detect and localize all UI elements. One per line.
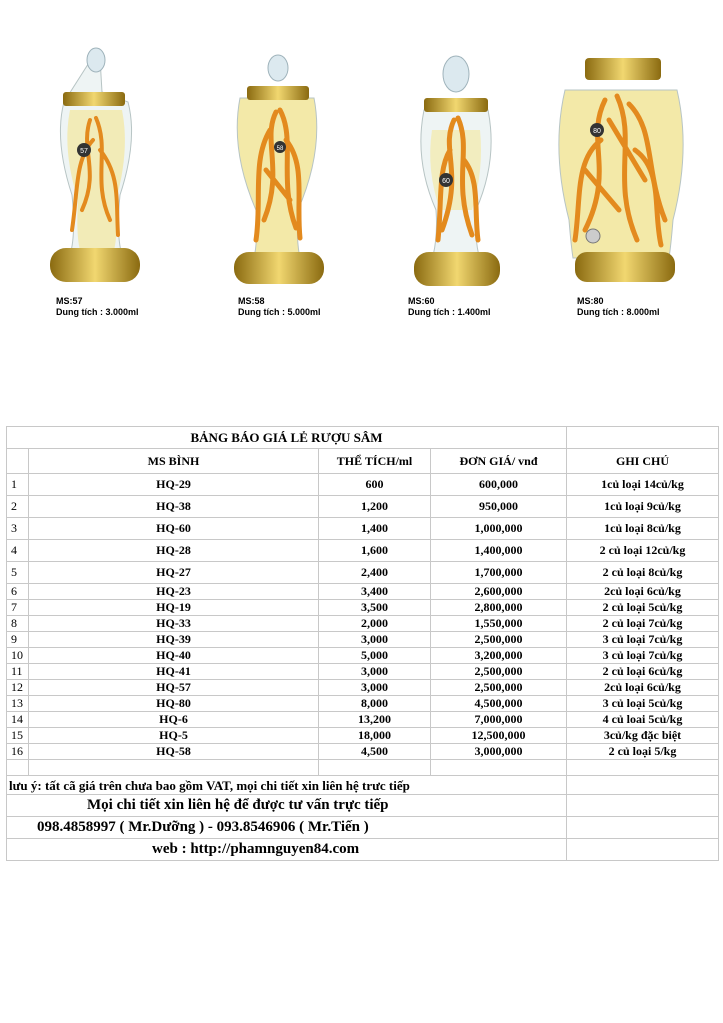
table-row bbox=[7, 616, 719, 632]
row-number: 7 bbox=[7, 600, 29, 616]
row-note: 2củ loại 6củ/kg bbox=[567, 584, 719, 600]
row-code: HQ-60 bbox=[29, 518, 319, 540]
vat-note: lưu ý: tất cã giá trên chưa bao gồm VAT, mọi chi tiết xin liên hệ trưc tiếp bbox=[7, 776, 567, 795]
bottle-ms58-image bbox=[200, 0, 340, 295]
product-ms60-code: MS:60 bbox=[408, 296, 435, 306]
row-note: 4 củ loai 5củ/kg bbox=[567, 712, 719, 728]
row-price: 2,800,000 bbox=[431, 600, 567, 616]
row-volume: 600 bbox=[319, 474, 431, 496]
table-row bbox=[7, 474, 719, 496]
table-row bbox=[7, 518, 719, 540]
row-note: 3 củ loại 7củ/kg bbox=[567, 632, 719, 648]
header-the-tich: THỂ TÍCH/ml bbox=[319, 449, 431, 474]
table-row bbox=[7, 600, 719, 616]
row-price: 1,700,000 bbox=[431, 562, 567, 584]
row-code: HQ-27 bbox=[29, 562, 319, 584]
product-ms58 bbox=[200, 0, 380, 330]
table-row bbox=[7, 584, 719, 600]
row-note: 3 củ loại 5củ/kg bbox=[567, 696, 719, 712]
row-price: 2,500,000 bbox=[431, 632, 567, 648]
row-note: 2củ loại 6củ/kg bbox=[567, 680, 719, 696]
row-volume: 8,000 bbox=[319, 696, 431, 712]
bottle-ms57-tag: 57 bbox=[80, 148, 88, 155]
row-volume: 18,000 bbox=[319, 728, 431, 744]
product-ms60-caption bbox=[408, 296, 491, 318]
row-number: 4 bbox=[7, 540, 29, 562]
table-row bbox=[7, 540, 719, 562]
row-note: 2 củ loại 5/kg bbox=[567, 744, 719, 760]
row-code: HQ-80 bbox=[29, 696, 319, 712]
price-table bbox=[6, 426, 719, 861]
row-code: HQ-29 bbox=[29, 474, 319, 496]
row-number: 10 bbox=[7, 648, 29, 664]
row-note: 3 củ loại 7củ/kg bbox=[567, 648, 719, 664]
contact-line: Mọi chi tiết xin liên hệ để được tư vấn trực tiếp bbox=[7, 795, 567, 817]
row-price: 600,000 bbox=[431, 474, 567, 496]
table-row bbox=[7, 648, 719, 664]
product-ms80-capacity: Dung tích : 8.000ml bbox=[577, 307, 660, 317]
row-volume: 13,200 bbox=[319, 712, 431, 728]
product-ms57-code: MS:57 bbox=[56, 296, 83, 306]
contact-phones: 098.4858997 ( Mr.Dưỡng ) - 093.8546906 ( Mr.Tiến ) bbox=[7, 817, 567, 839]
product-gallery bbox=[0, 0, 723, 330]
table-title: BẢNG BÁO GIÁ LẺ RƯỢU SÂM bbox=[7, 427, 567, 449]
row-volume: 1,600 bbox=[319, 540, 431, 562]
product-ms80-code: MS:80 bbox=[577, 296, 604, 306]
row-note: 2 củ loại 8củ/kg bbox=[567, 562, 719, 584]
row-volume: 5,000 bbox=[319, 648, 431, 664]
row-price: 3,200,000 bbox=[431, 648, 567, 664]
row-number: 8 bbox=[7, 616, 29, 632]
row-volume: 2,000 bbox=[319, 616, 431, 632]
row-number: 1 bbox=[7, 474, 29, 496]
table-row bbox=[7, 712, 719, 728]
row-number: 9 bbox=[7, 632, 29, 648]
row-code: HQ-58 bbox=[29, 744, 319, 760]
row-number: 16 bbox=[7, 744, 29, 760]
table-row bbox=[7, 744, 719, 760]
row-code: HQ-41 bbox=[29, 664, 319, 680]
table-row bbox=[7, 632, 719, 648]
row-note: 2 củ loại 12củ/kg bbox=[567, 540, 719, 562]
row-note: 3củ/kg đặc biệt bbox=[567, 728, 719, 744]
bottle-ms58-tag: 58 bbox=[276, 146, 284, 152]
table-row bbox=[7, 664, 719, 680]
row-code: HQ-28 bbox=[29, 540, 319, 562]
product-ms60-capacity: Dung tích : 1.400ml bbox=[408, 307, 491, 317]
table-title-row bbox=[7, 427, 719, 449]
row-price: 950,000 bbox=[431, 496, 567, 518]
row-number: 11 bbox=[7, 664, 29, 680]
contact-web: web : http://phamnguyen84.com bbox=[7, 839, 567, 861]
row-volume: 1,200 bbox=[319, 496, 431, 518]
row-code: HQ-5 bbox=[29, 728, 319, 744]
bottle-ms57-image bbox=[20, 0, 160, 295]
row-price: 4,500,000 bbox=[431, 696, 567, 712]
row-note: 2 củ loại 7củ/kg bbox=[567, 616, 719, 632]
row-note: 1củ loại 14củ/kg bbox=[567, 474, 719, 496]
row-price: 12,500,000 bbox=[431, 728, 567, 744]
row-number: 5 bbox=[7, 562, 29, 584]
row-price: 1,550,000 bbox=[431, 616, 567, 632]
row-code: HQ-57 bbox=[29, 680, 319, 696]
bottle-ms80-image bbox=[545, 0, 705, 295]
product-ms80-caption bbox=[577, 296, 660, 318]
table-row bbox=[7, 680, 719, 696]
row-note: 1củ loại 8củ/kg bbox=[567, 518, 719, 540]
bottle-ms60-image bbox=[380, 0, 520, 295]
product-ms57 bbox=[20, 0, 200, 330]
row-code: HQ-38 bbox=[29, 496, 319, 518]
row-code: HQ-33 bbox=[29, 616, 319, 632]
table-row bbox=[7, 696, 719, 712]
product-ms57-caption bbox=[56, 296, 139, 318]
bottle-ms80-tag: 80 bbox=[593, 128, 601, 135]
row-price: 1,000,000 bbox=[431, 518, 567, 540]
row-number: 6 bbox=[7, 584, 29, 600]
row-number: 14 bbox=[7, 712, 29, 728]
table-header-row bbox=[7, 449, 719, 474]
row-volume: 3,000 bbox=[319, 680, 431, 696]
row-number: 15 bbox=[7, 728, 29, 744]
row-number: 12 bbox=[7, 680, 29, 696]
product-ms58-caption bbox=[238, 296, 321, 318]
header-ghi-chu: GHI CHÚ bbox=[567, 449, 719, 474]
phones-row bbox=[7, 817, 719, 839]
row-volume: 3,500 bbox=[319, 600, 431, 616]
row-note: 2 củ loại 6củ/kg bbox=[567, 664, 719, 680]
table-spacer-row bbox=[7, 760, 719, 776]
row-volume: 2,400 bbox=[319, 562, 431, 584]
row-volume: 1,400 bbox=[319, 518, 431, 540]
row-volume: 4,500 bbox=[319, 744, 431, 760]
note-row bbox=[7, 776, 719, 795]
product-ms58-capacity: Dung tích : 5.000ml bbox=[238, 307, 321, 317]
row-code: HQ-19 bbox=[29, 600, 319, 616]
price-table-container bbox=[6, 426, 718, 861]
product-ms57-capacity: Dung tích : 3.000ml bbox=[56, 307, 139, 317]
row-code: HQ-40 bbox=[29, 648, 319, 664]
header-don-gia: ĐƠN GIÁ/ vnđ bbox=[431, 449, 567, 474]
row-price: 7,000,000 bbox=[431, 712, 567, 728]
table-row bbox=[7, 562, 719, 584]
table-row bbox=[7, 496, 719, 518]
row-volume: 3,400 bbox=[319, 584, 431, 600]
row-code: HQ-23 bbox=[29, 584, 319, 600]
product-ms60 bbox=[380, 0, 560, 330]
header-ms-binh: MS BÌNH bbox=[29, 449, 319, 474]
row-number: 3 bbox=[7, 518, 29, 540]
row-price: 3,000,000 bbox=[431, 744, 567, 760]
row-code: HQ-39 bbox=[29, 632, 319, 648]
row-code: HQ-6 bbox=[29, 712, 319, 728]
row-price: 2,600,000 bbox=[431, 584, 567, 600]
row-price: 2,500,000 bbox=[431, 664, 567, 680]
row-number: 13 bbox=[7, 696, 29, 712]
product-ms80 bbox=[545, 0, 723, 330]
table-body bbox=[7, 474, 719, 760]
row-note: 2 củ loại 5củ/kg bbox=[567, 600, 719, 616]
bottle-ms60-tag: 60 bbox=[442, 178, 450, 185]
row-volume: 3,000 bbox=[319, 632, 431, 648]
row-number: 2 bbox=[7, 496, 29, 518]
product-ms58-code: MS:58 bbox=[238, 296, 265, 306]
row-price: 1,400,000 bbox=[431, 540, 567, 562]
contact-row bbox=[7, 795, 719, 817]
table-row bbox=[7, 728, 719, 744]
row-note: 1củ loại 9củ/kg bbox=[567, 496, 719, 518]
row-price: 2,500,000 bbox=[431, 680, 567, 696]
row-volume: 3,000 bbox=[319, 664, 431, 680]
web-row bbox=[7, 839, 719, 861]
